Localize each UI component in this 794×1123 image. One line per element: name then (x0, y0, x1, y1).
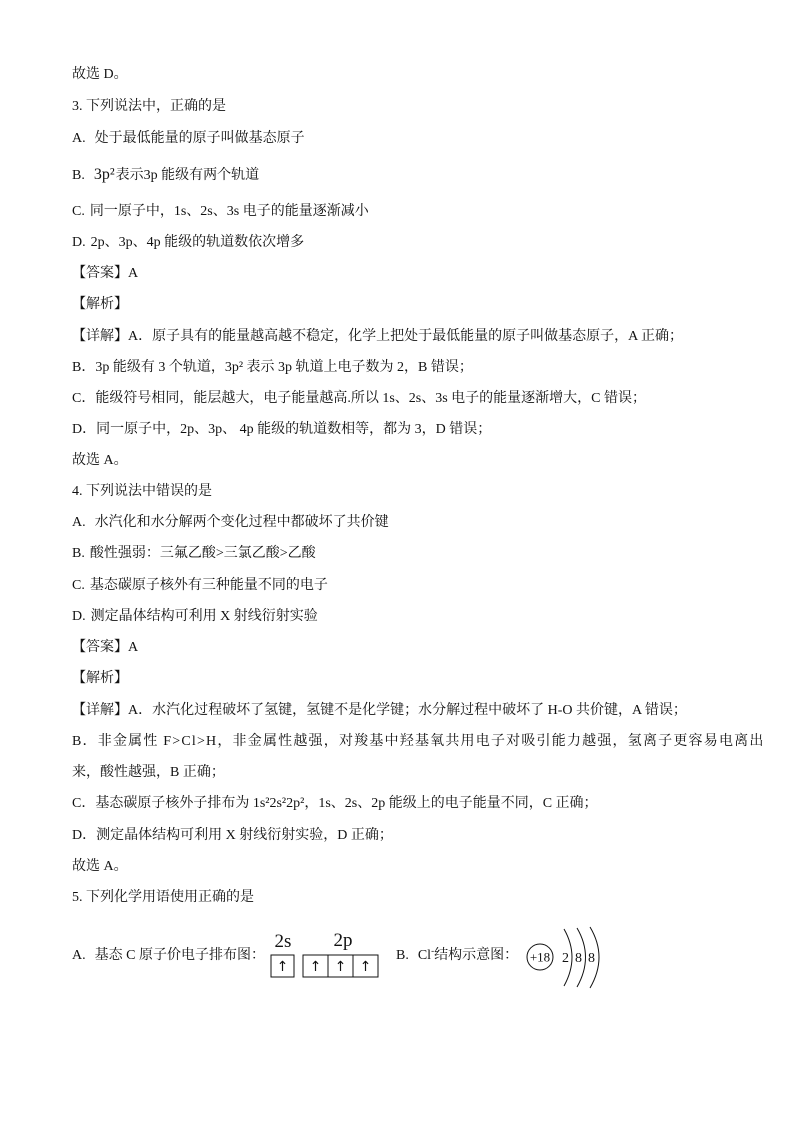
q3-option-d (72, 233, 304, 253)
nucleus-charge: +18 (529, 949, 551, 965)
option-text: 基态 C 原子价电子排布图： (94, 948, 265, 963)
option-label: B. (72, 168, 85, 183)
shell-electron-count: 8 (575, 951, 582, 966)
q4-answer: 【答案】A (72, 640, 139, 655)
q3-option-a (72, 129, 305, 149)
q4-option-b (72, 544, 316, 564)
q4-option-c (72, 576, 328, 596)
ion-symbol: Cl (417, 948, 432, 963)
q4-detail-line: B．非金属性 F>Cl>H，非金属性越强，对羧基中羟基氧共用电子对吸引能力越强，氢离子更容易电离出 (72, 734, 765, 749)
option-label: A. (72, 131, 86, 146)
option-label: D. (72, 235, 86, 250)
option-label: B. (396, 948, 409, 963)
q4-detail-line: 【详解】A．水汽化过程破坏了氢键，氢键不是化学键；水分解过程中破坏了 H-O 共价键，A 错误； (72, 703, 687, 718)
option-label: C. (72, 204, 85, 219)
option-text: 表示3p 能级有两个轨道 (115, 168, 260, 183)
q4-detail-line: C．基态碳原子核外子排布为 1s²2s²2p²，1s、2s、2p 能级上的电子能量不同，C 正确； (72, 796, 598, 811)
q3-analysis-heading: 【解析】 (72, 297, 128, 312)
option-text: 基态碳原子核外有三种能量不同的电子 (89, 578, 328, 593)
q3-conclusion: 故选 A。 (72, 453, 128, 468)
option-text: 处于最低能量的原子叫做基态原子 (94, 131, 305, 146)
q5-option-b (396, 946, 518, 966)
q5-stem: 5. 下列化学用语使用正确的是 (72, 890, 254, 905)
option-text: 结构示意图： (434, 948, 519, 963)
q4-conclusion: 故选 A。 (72, 859, 128, 874)
q4-detail-line: D．测定晶体结构可利用 X 射线衍射实验，D 正确； (72, 828, 393, 843)
orbital-diagram (265, 925, 385, 985)
option-formula: 3p² (93, 166, 115, 183)
option-text: 酸性强弱：三氟乙酸>三氯乙酸>乙酸 (89, 546, 316, 561)
electron-arrow-icon: ↑ (309, 959, 322, 975)
option-text: 同一原子中，1s、2s、3s 电子的能量逐渐减小 (89, 204, 369, 219)
ion-charge: - (431, 945, 435, 956)
electron-arrow-icon: ↑ (359, 959, 372, 975)
q3-detail-line: C．能级符号相同，能层越大，电子能量越高.所以 1s、2s、3s 电子的能量逐渐增大，C 错误； (72, 391, 647, 406)
q3-detail-line: 【详解】A．原子具有的能量越高越不稳定，化学上把处于最低能量的原子叫做基态原子，A 正确； (72, 329, 683, 344)
orbital-label-2s: 2s (274, 931, 292, 952)
option-label: B. (72, 546, 85, 561)
shell-electron-count: 2 (562, 951, 569, 966)
q4-stem: 4. 下列说法中错误的是 (72, 484, 212, 499)
shell-electron-count: 8 (588, 951, 595, 966)
q5-option-a (72, 946, 265, 966)
previous-conclusion: 故选 D。 (72, 67, 128, 82)
orbital-label-2p: 2p (333, 930, 353, 951)
option-label: D. (72, 609, 86, 624)
option-text: 测定晶体结构可利用 X 射线衍射实验 (90, 609, 318, 624)
q4-analysis-heading: 【解析】 (72, 671, 128, 686)
atomic-structure-diagram (520, 925, 610, 991)
option-label: A. (72, 948, 86, 963)
electron-arrow-icon: ↑ (334, 959, 347, 975)
q3-option-c (72, 202, 369, 222)
electron-arrow-icon: ↑ (276, 959, 289, 975)
option-text: 2p、3p、4p 能级的轨道数依次增多 (90, 235, 305, 250)
q4-option-d (72, 607, 318, 627)
q3-option-b (72, 165, 259, 185)
option-label: C. (72, 578, 85, 593)
q4-option-a (72, 513, 389, 533)
q4-detail-line: 来，酸性越强，B 正确； (72, 765, 225, 780)
q3-answer: 【答案】A (72, 266, 139, 281)
option-text: 水汽化和水分解两个变化过程中都破坏了共价键 (94, 515, 389, 530)
q3-detail-line: B．3p 能级有 3 个轨道，3p² 表示 3p 轨道上电子数为 2，B 错误； (72, 360, 473, 375)
q3-stem: 3. 下列说法中，正确的是 (72, 99, 226, 114)
q3-detail-line: D．同一原子中，2p、3p、 4p 能级的轨道数相等，都为 3，D 错误； (72, 422, 492, 437)
option-label: A. (72, 515, 86, 530)
